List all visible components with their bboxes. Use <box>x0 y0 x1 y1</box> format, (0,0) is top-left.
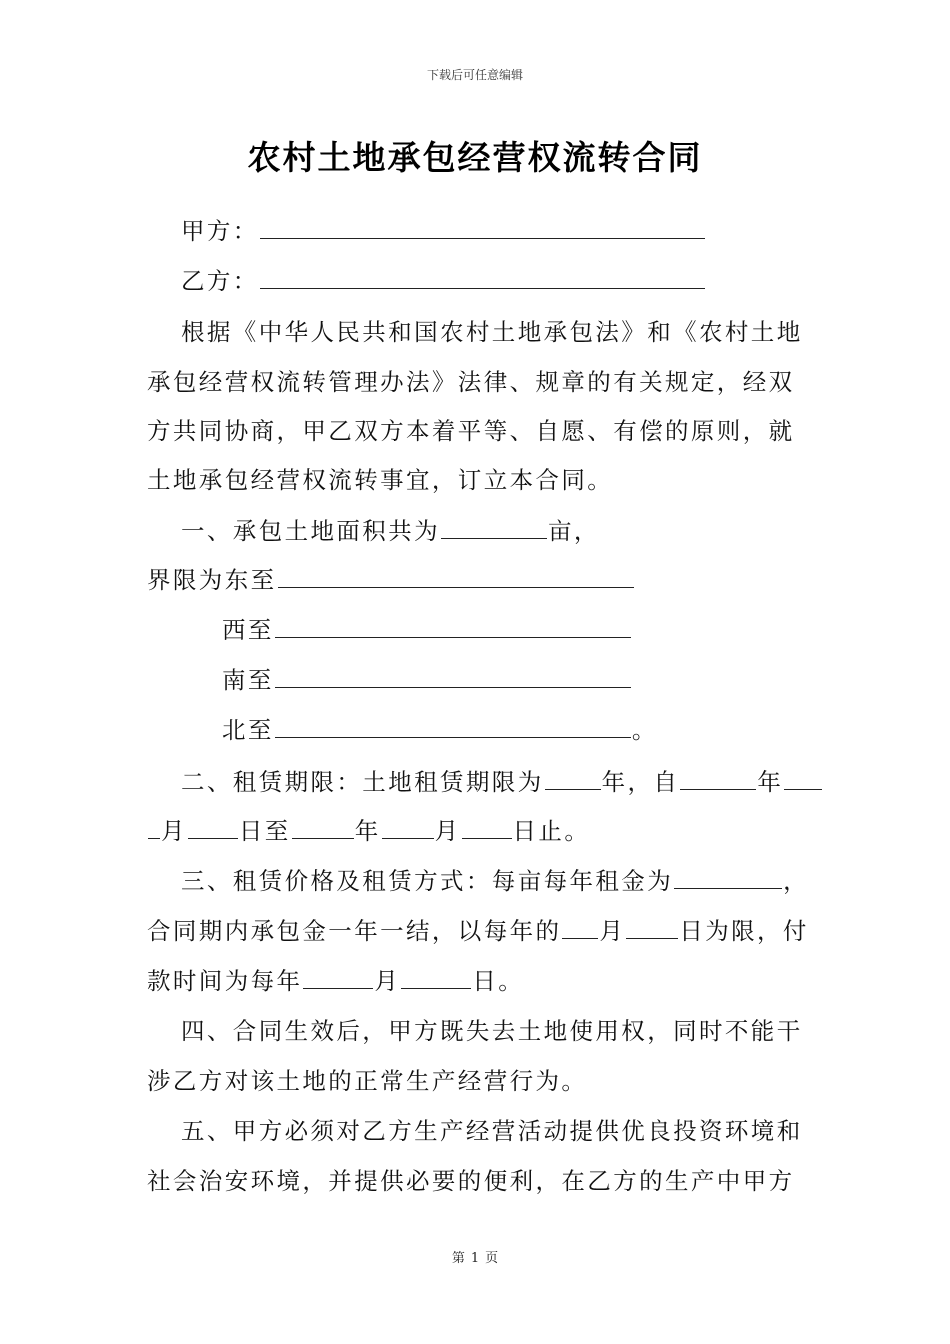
party-a-label: 甲方： <box>181 217 259 245</box>
end-month-unit: 月 <box>434 817 461 845</box>
preamble-line-1: 根据《中华人民共和国农村土地承包法》和《农村土地 <box>181 318 803 346</box>
boundary-south-blank[interactable] <box>275 686 631 688</box>
clause-3-line-3 <box>147 962 524 996</box>
boundary-south <box>222 661 632 695</box>
clause-3-line-2 <box>147 912 809 946</box>
clause-1-area <box>181 512 600 546</box>
boundary-north <box>222 711 658 745</box>
end-day-blank[interactable] <box>462 837 512 839</box>
start-year-blank[interactable] <box>680 788 756 790</box>
lease-years-blank[interactable] <box>545 788 601 790</box>
clause-5-line-2: 社会治安环境，并提供必要的便利，在乙方的生产中甲方 <box>147 1167 795 1195</box>
preamble-line-4: 土地承包经营权流转事宜，订立本合同。 <box>147 466 614 494</box>
lease-from-label: 年，自 <box>601 768 680 796</box>
document-title: 农村土地承包经营权流转合同 <box>247 138 703 177</box>
page-footer <box>0 1247 950 1266</box>
end-day-unit: 日止。 <box>512 817 591 845</box>
rent-comma: ， <box>783 867 810 895</box>
payment-time-day-unit: 日。 <box>472 967 525 995</box>
clause-2-line-2 <box>147 812 590 846</box>
lease-term-label: 二、租赁期限：土地租赁期限为 <box>181 768 544 796</box>
payment-month-blank[interactable] <box>562 937 598 939</box>
party-b-blank[interactable] <box>260 287 705 289</box>
clause-3-line-1 <box>181 862 809 896</box>
start-day-blank[interactable] <box>188 837 238 839</box>
boundary-north-blank[interactable] <box>275 736 631 738</box>
rent-amount-blank[interactable] <box>674 887 782 889</box>
party-b-line <box>181 262 706 296</box>
boundary-west-label: 西至 <box>222 616 274 644</box>
page-number-prefix: 第 <box>451 1251 465 1266</box>
clause-2-line-1 <box>181 763 823 797</box>
payment-time-label: 款时间为每年 <box>147 967 303 995</box>
payment-deadline-label: 日为限，付 <box>679 917 809 945</box>
end-year-blank[interactable] <box>292 837 354 839</box>
rent-price-label: 三、租赁价格及租赁方式：每亩每年租金为 <box>181 867 674 895</box>
boundary-north-label: 北至 <box>222 716 274 744</box>
boundary-east-blank[interactable] <box>278 586 634 588</box>
clause-1-unit: 亩， <box>548 517 600 545</box>
page-number: 1 <box>470 1251 480 1266</box>
party-b-label: 乙方： <box>181 267 259 295</box>
start-month-blank-a[interactable] <box>784 788 822 790</box>
clause-5-line-1: 五、甲方必须对乙方生产经营活动提供优良投资环境和 <box>181 1117 803 1145</box>
party-a-blank[interactable] <box>260 237 705 239</box>
party-a-line <box>181 212 706 246</box>
end-month-blank[interactable] <box>382 837 434 839</box>
page-header-note: 下载后可任意编辑 <box>426 68 523 82</box>
boundary-north-period: 。 <box>631 716 658 744</box>
start-year-unit: 年 <box>757 768 784 796</box>
boundary-east-label: 界限为东至 <box>147 566 277 594</box>
preamble-line-3: 方共同协商，甲乙双方本着平等、自愿、有偿的原则，就 <box>147 417 795 445</box>
clause-4-line-2: 涉乙方对该土地的正常生产经营行为。 <box>147 1067 588 1095</box>
payment-time-month-unit: 月 <box>374 967 401 995</box>
preamble-line-2: 承包经营权流转管理办法》法律、规章的有关规定，经双 <box>147 368 795 396</box>
clause-1-prefix: 一、承包土地面积共为 <box>181 517 440 545</box>
payment-day-blank[interactable] <box>626 937 678 939</box>
end-year-unit: 年 <box>354 817 381 845</box>
boundary-south-label: 南至 <box>222 666 274 694</box>
payment-cycle-label: 合同期内承包金一年一结，以每年的 <box>147 917 562 945</box>
payment-time-month-blank[interactable] <box>303 987 373 989</box>
clause-4-line-1: 四、合同生效后，甲方既失去土地使用权，同时不能干 <box>181 1017 803 1045</box>
start-day-unit: 日至 <box>238 817 291 845</box>
payment-time-day-blank[interactable] <box>401 987 471 989</box>
boundary-east <box>147 561 635 595</box>
start-month-unit: 月 <box>161 817 187 845</box>
page-number-suffix: 页 <box>485 1251 499 1266</box>
boundary-west-blank[interactable] <box>275 636 631 638</box>
start-month-blank-b[interactable] <box>148 837 160 839</box>
boundary-west <box>222 611 632 645</box>
area-blank[interactable] <box>441 537 547 539</box>
payment-month-unit: 月 <box>599 917 626 945</box>
